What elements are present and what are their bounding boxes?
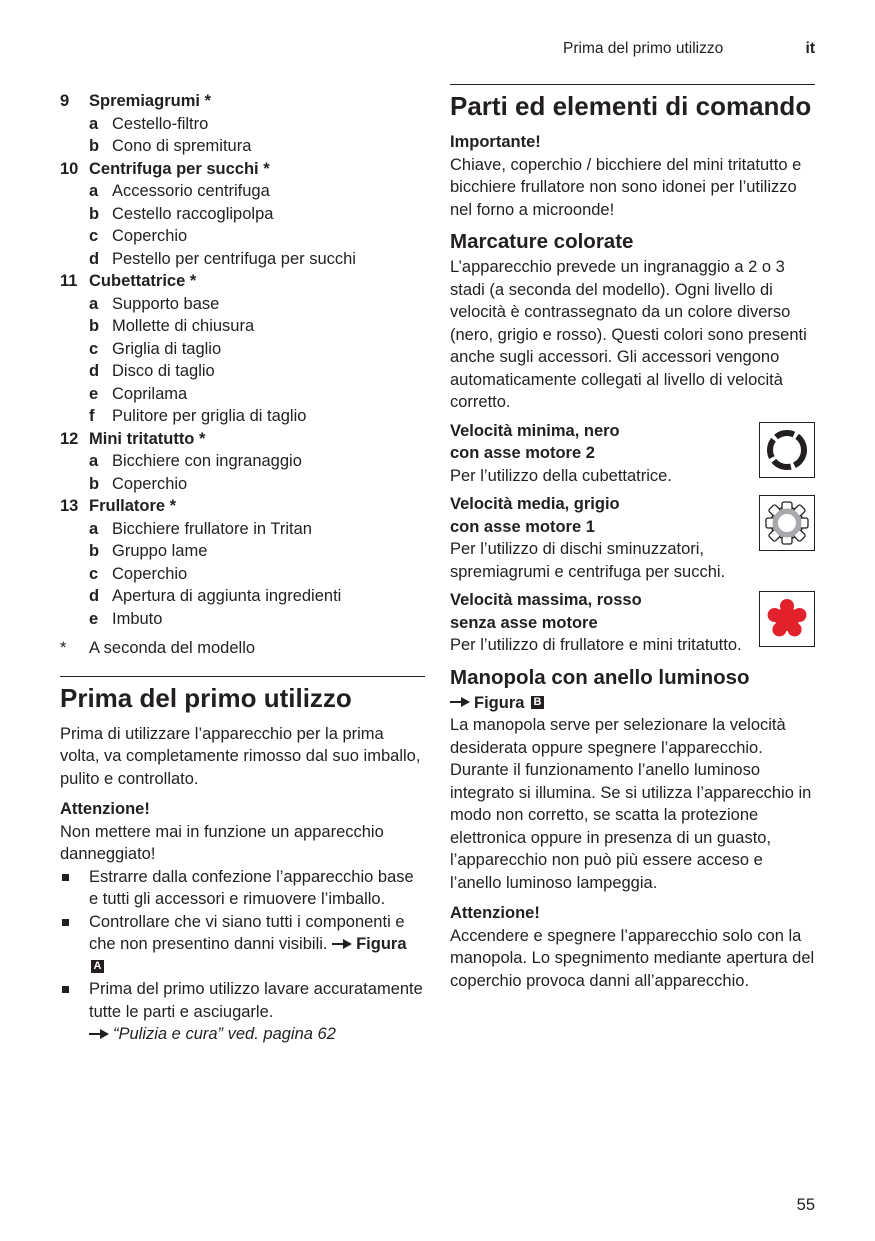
header-language-code: it — [805, 40, 815, 57]
subpart-item — [89, 608, 425, 631]
subpart-item — [89, 518, 425, 541]
figure-letter-badge: B — [531, 696, 544, 709]
subpart-letter: b — [89, 474, 100, 493]
speed-title: Velocità minima, nero — [450, 421, 620, 440]
subpart-text: Cono di spremitura — [112, 137, 252, 155]
section-divider — [450, 84, 815, 85]
subpart-letter: a — [89, 519, 99, 538]
footnote-star: * — [60, 639, 67, 657]
color-markings-heading: Marcature colorate — [450, 230, 634, 253]
subpart-letter: b — [89, 317, 100, 335]
subpart-letter: c — [89, 339, 99, 358]
subpart-letter: a — [89, 452, 99, 470]
subpart-item — [89, 383, 425, 406]
first-use-intro: Prima di utilizzare l’apparecchio per la prima volta, va completamente rimosso dal suo imballo, pulito e controllato. — [60, 724, 421, 788]
step-item — [60, 978, 425, 1046]
bullet-square-icon — [60, 911, 89, 979]
section-divider — [60, 676, 425, 677]
arrow-right-icon — [332, 939, 352, 949]
speed-description: Per l’utilizzo della cubettatrice. — [450, 466, 672, 485]
part-title: Spremiagrumi * — [89, 92, 211, 110]
footnote — [60, 637, 425, 660]
header-section-title: Prima del primo utilizzo — [563, 40, 724, 57]
right-column — [450, 84, 815, 992]
subpart-letter: c — [89, 564, 99, 583]
subpart-item — [89, 450, 425, 473]
subpart-text: Coperchio — [112, 564, 188, 583]
subpart-item — [89, 293, 425, 316]
subpart-letter: a — [89, 294, 99, 313]
subpart-text: Mollette di chiusura — [112, 317, 255, 335]
knob-text: La manopola serve per selezionare la velocità desiderata oppure spegnere l’apparecchio. Durante il funzionamento l’anello luminoso integrato si illumina. Se si utilizza l’apparecchio in modo non corretto, se scatta la protezione elettronica oppure in presenza di un guasto, l’apparecchio non può più essere acceso e l’anello luminoso lampeggia. — [450, 716, 812, 892]
speed-description: Per l’utilizzo di frullatore e mini tritatutto. — [450, 636, 742, 654]
subpart-letter: d — [89, 587, 100, 605]
subpart-item — [89, 473, 425, 496]
part-item — [60, 495, 425, 630]
running-header — [563, 40, 815, 60]
first-use-heading: Prima del primo utilizzo — [60, 682, 352, 713]
subpart-item — [89, 225, 425, 248]
arrow-right-icon — [89, 1029, 109, 1039]
part-title: Mini tritatutto * — [89, 429, 206, 448]
subpart-letter: a — [89, 182, 99, 200]
step-text: Prima del primo utilizzo lavare accuratamente tutte le parti e asciugarle. — [89, 980, 423, 1021]
footnote-text: A seconda del modello — [89, 639, 256, 657]
step-item — [60, 911, 425, 979]
bullet-square-icon — [60, 978, 89, 1046]
color-markings-text: L’apparecchio prevede un ingranaggio a 2 o 3 stadi (a seconda del modello). Ogni livello di velocità è contrassegnato da un colore diverso (nero, grigio e rosso). Questi colori sono presenti anche sugli accessori. Gli accessori vengono automaticamente collegati al livello di velocità corretto. — [450, 258, 807, 411]
part-number: 12 — [60, 429, 79, 448]
figure-b-link[interactable] — [450, 692, 815, 715]
subpart-item — [89, 315, 425, 338]
subpart-text: Disco di taglio — [112, 362, 215, 380]
figure-label: Figura — [356, 935, 407, 953]
knob-heading: Manopola con anello luminoso — [450, 665, 750, 689]
subpart-text: Bicchiere con ingranaggio — [112, 452, 302, 470]
subpart-text: Pulitore per griglia di taglio — [112, 407, 307, 425]
subpart-text: Apertura di aggiunta ingredienti — [112, 587, 342, 605]
subpart-text: Coperchio — [112, 474, 188, 493]
step-text: Estrarre dalla confezione l’apparecchio base e tutti gli accessori e rimuovere l’imballo. — [89, 867, 414, 908]
first-use-steps — [60, 866, 425, 1046]
cleaning-page-reference-link[interactable] — [89, 1025, 336, 1043]
speed-subtitle: con asse motore 1 — [450, 517, 595, 536]
subpart-text: Supporto base — [112, 294, 220, 313]
subpart-text: Gruppo lame — [112, 542, 208, 560]
step-text: Controllare che vi siano tutti i componenti e che non presentino danni visibili. — [89, 912, 405, 953]
subpart-text: Cestello-filtro — [112, 114, 209, 133]
subpart-letter: a — [89, 114, 99, 133]
subpart-item — [89, 360, 425, 383]
red-flower-icon — [759, 591, 815, 647]
parts-controls-heading: Parti ed elementi di comando — [450, 91, 812, 121]
subpart-item — [89, 203, 425, 226]
bullet-square-icon — [60, 866, 89, 911]
part-item — [60, 428, 425, 496]
speed-description: Per l’utilizzo di dischi sminuzzatori, spremiagrumi e centrifuga per succhi. — [450, 540, 726, 581]
subpart-letter: b — [89, 137, 100, 155]
speed-level-medium — [450, 493, 815, 583]
subpart-letter: b — [89, 204, 100, 223]
speed-level-max — [450, 589, 815, 657]
speed-subtitle: senza asse motore — [450, 613, 598, 632]
page-reference-text: “Pulizia e cura” ved. pagina 62 — [113, 1025, 336, 1043]
subpart-text: Imbuto — [112, 609, 163, 628]
attention-text: Accendere e spegnere l’apparecchio solo con la manopola. Lo spegnimento mediante apertura del coperchio provoca danni all’apparecchio. — [450, 926, 815, 990]
part-item — [60, 158, 425, 271]
part-item — [60, 270, 425, 428]
important-text: Chiave, coperchio / bicchiere del mini tritatutto e bicchiere frullatore non sono idonei per l’utilizzo nel forno a microonde! — [450, 155, 802, 219]
speed-title: Velocità media, grigio — [450, 495, 620, 513]
subpart-item — [89, 563, 425, 586]
left-column — [60, 90, 425, 1046]
subpart-letter: e — [89, 384, 99, 403]
part-number: 9 — [60, 92, 70, 110]
part-number: 11 — [60, 272, 78, 290]
part-item — [60, 90, 425, 158]
attention-text: Non mettere mai in funzione un apparecchio danneggiato! — [60, 822, 384, 863]
subpart-text: Bicchiere frullatore in Tritan — [112, 519, 312, 538]
subpart-letter: c — [89, 227, 99, 245]
attention-label: Attenzione! — [60, 800, 150, 818]
page-number: 55 — [796, 1196, 815, 1214]
subpart-text: Accessorio centrifuga — [112, 182, 270, 200]
subpart-item — [89, 135, 425, 158]
subpart-letter: d — [89, 362, 100, 380]
subpart-letter: b — [89, 542, 100, 560]
subpart-text: Coprilama — [112, 384, 188, 403]
part-title: Frullatore * — [89, 497, 177, 515]
arrow-right-icon — [450, 697, 470, 707]
speed-title: Velocità massima, rosso — [450, 591, 642, 609]
subpart-text: Cestello raccoglipolpa — [112, 204, 274, 223]
subpart-item — [89, 180, 425, 203]
subpart-item — [89, 540, 425, 563]
subpart-item — [89, 113, 425, 136]
parts-list — [60, 90, 425, 630]
important-label: Importante! — [450, 133, 541, 151]
part-number: 10 — [60, 159, 79, 178]
black-ring-icon — [759, 422, 815, 478]
part-title: Centrifuga per succhi * — [89, 159, 270, 178]
subpart-letter: f — [89, 407, 95, 425]
attention-label: Attenzione! — [450, 904, 540, 922]
subpart-text: Pestello per centrifuga per succhi — [112, 249, 356, 268]
subpart-item — [89, 585, 425, 608]
subpart-item — [89, 338, 425, 361]
speed-subtitle: con asse motore 2 — [450, 444, 595, 462]
subpart-letter: e — [89, 609, 99, 628]
subpart-text: Griglia di taglio — [112, 339, 222, 358]
subpart-item — [89, 248, 425, 271]
subpart-letter: d — [89, 249, 100, 268]
figure-label: Figura — [474, 693, 525, 712]
figure-letter-badge: A — [91, 960, 104, 973]
subpart-text: Coperchio — [112, 227, 188, 245]
part-number: 13 — [60, 497, 79, 515]
subpart-item — [89, 405, 425, 428]
part-title: Cubettatrice * — [89, 272, 197, 290]
speed-level-min — [450, 420, 815, 488]
step-item — [60, 866, 425, 911]
grey-gear-icon — [759, 495, 815, 551]
